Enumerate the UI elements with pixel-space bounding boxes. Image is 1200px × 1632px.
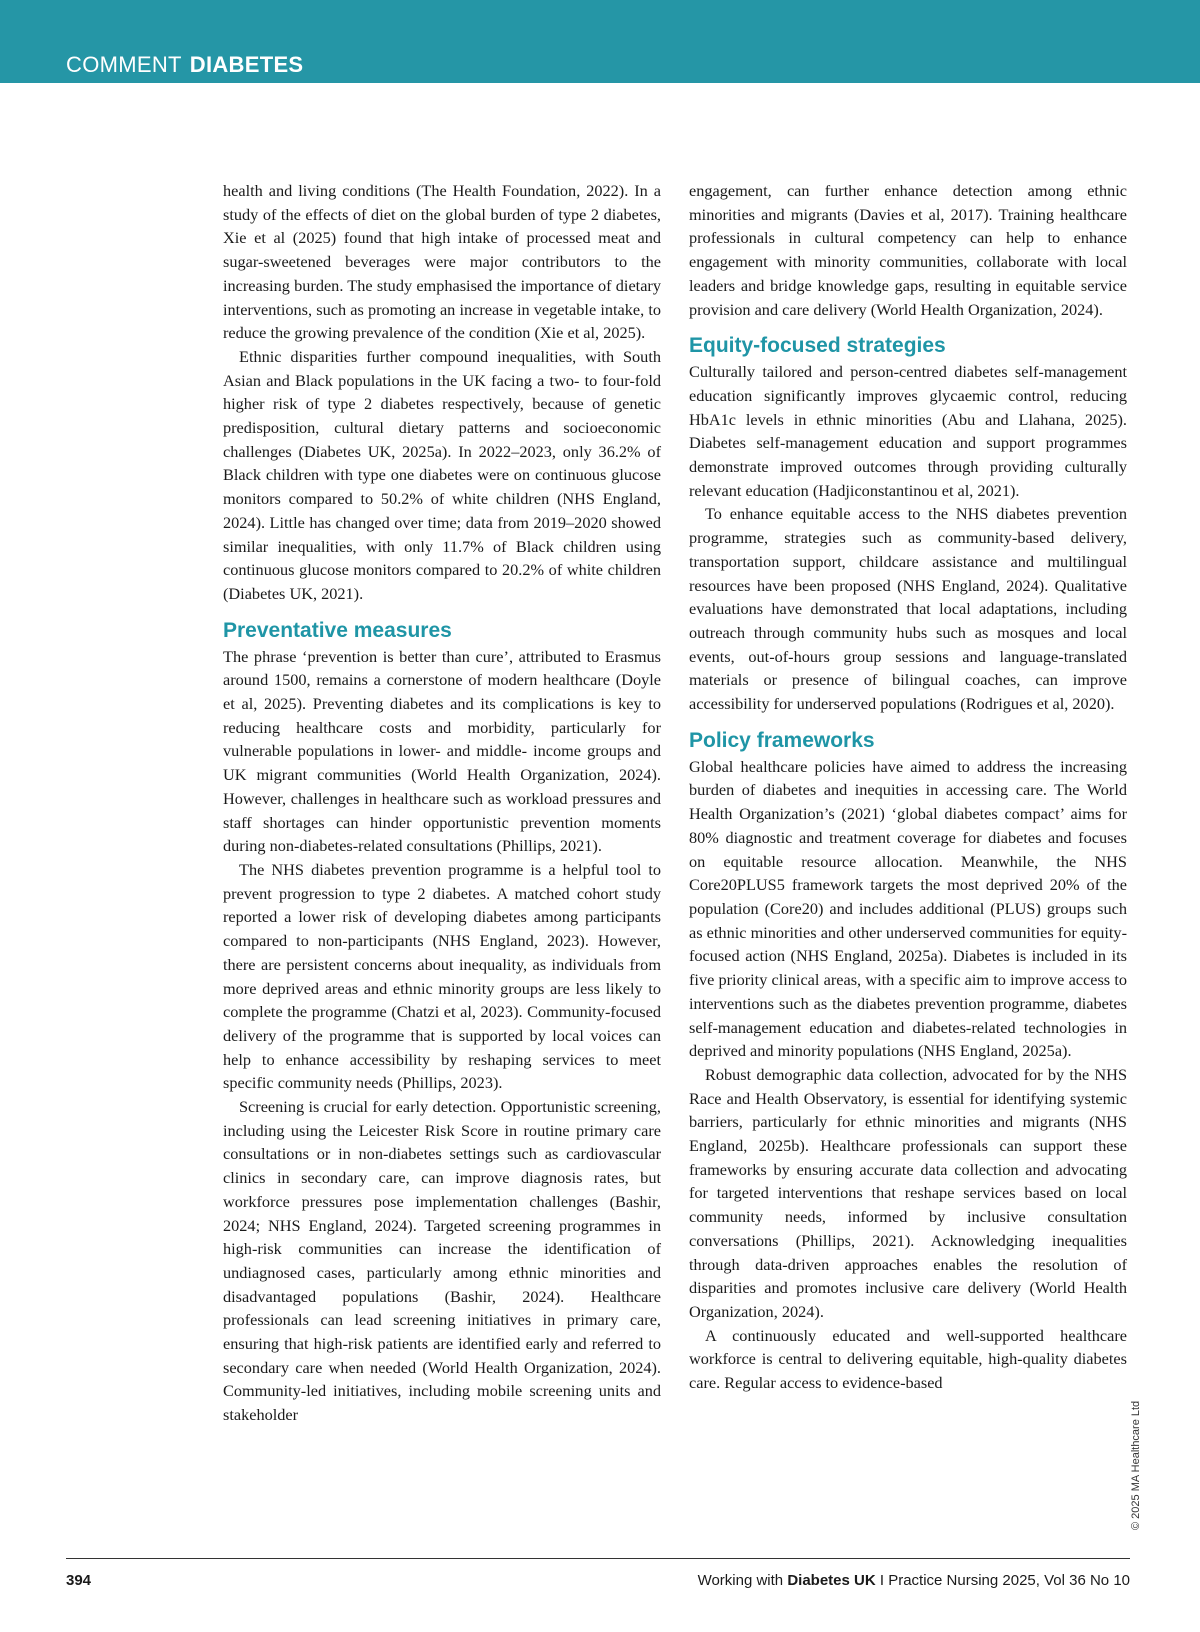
paragraph: Global healthcare policies have aimed to address the increasing burden of diabetes and inequities in accessing care. The World Health Organization’s (2021) ‘global diabetes compact’ aims for 80% diagnostic and treatment coverage for diabetes and focuses on equitable resource allocation. Meanwhile, the NHS Core20PLUS5 framework targets the most deprived 20% of the population (Core20) and includes additional (PLUS) groups such as ethnic minorities and other underserved communities for equity-focused action (NHS England, 2025a). Diabetes is included in its five priority clinical areas, with a specific aim to improve access to interventions such as the diabetes prevention programme, diabetes self-management education and diabetes-related technologies in deprived and minority populations (NHS England, 2025a). [689, 756, 1127, 1061]
journal-citation [698, 1572, 1130, 1589]
citation-journal: I Practice Nursing 2025, Vol 36 No 10 [875, 1572, 1130, 1589]
section-name: COMMENT [66, 52, 182, 77]
paragraph: Screening is crucial for early detection. Opportunistic screening, including using the Leicester Risk Score in routine primary care consultations or in non-diabetes settings such as cardiovascular clinics in secondary care, can improve diagnosis rates, but workforce pressures pose implementation challenges (Bashir, 2024; NHS England, 2024). Targeted screening programmes in high-risk communities can increase the identification of undiagnosed cases, particularly among ethnic minorities and disadvantaged populations (Bashir, 2024). Healthcare professionals can lead screening initiatives in primary care, ensuring that high-risk patients are identified early and referred to secondary care when needed (World Health Organization, 2024). Community-led initiatives, including mobile screening units and stakeholder [223, 1097, 661, 1425]
paragraph: A continuously educated and well-supported healthcare workforce is central to delivering equitable, high-quality diabetes care. Regular access to evidence-based [689, 1325, 1127, 1393]
paragraph: Ethnic disparities further compound inequalities, with South Asian and Black populations in the UK facing a two- to four-fold higher risk of type 2 diabetes respectively, because of genetic predisposition, cultural dietary patterns and socioeconomic challenges (Diabetes UK, 2025a). In 2022–2023, only 36.2% of Black children with type one diabetes were on continuous glucose monitors compared to 50.2% of white children (NHS England, 2024). Little has changed over time; data from 2019–2020 showed similar inequalities, with only 11.7% of Black children using continuous glucose monitors compared to 20.2% of white children (Diabetes UK, 2021). [223, 346, 661, 603]
section-label [66, 52, 303, 78]
copyright-notice: © 2025 MA Healthcare Ltd [1130, 1400, 1142, 1530]
citation-prefix: Working with [697, 1572, 788, 1589]
paragraph: engagement, can further enhance detection among ethnic minorities and migrants (Davies et al, 2017). Training healthcare professionals in cultural competency can help to enhance engagement with minority communities, collaborate with local leaders and bridge knowledge gaps, resulting in equitable service provision and care delivery (World Health Organization, 2024). [689, 181, 1127, 319]
left-column [223, 179, 661, 1427]
section-heading: Policy frameworks [689, 728, 875, 752]
paragraph: Robust demographic data collection, advocated for by the NHS Race and Health Observatory, is essential for identifying systemic barriers, particularly for ethnic minorities and migrants (NHS England, 2025b). Healthcare professionals can support these frameworks by ensuring accurate data collection and advocating for targeted interventions that reshape services based on local community needs, informed by inclusive consultation conversations (Phillips, 2021). Acknowledging inequalities through data-driven approaches enables the resolution of disparities and promotes inclusive care delivery (World Health Organization, 2024). [689, 1064, 1127, 1321]
citation-brand: Diabetes UK [787, 1572, 876, 1589]
footer-divider [66, 1558, 1130, 1559]
section-topic: DIABETES [189, 52, 304, 77]
section-heading: Preventative measures [223, 618, 452, 642]
header-banner [0, 0, 1200, 83]
paragraph: Culturally tailored and person-centred diabetes self-management education significantly improves glycaemic control, reducing HbA1c levels in ethnic minorities (Abu and Llahana, 2025). Diabetes self-management education and support programmes demonstrate improved outcomes through providing culturally relevant education (Hadjiconstantinou et al, 2021). [689, 362, 1127, 500]
paragraph: health and living conditions (The Health Foundation, 2022). In a study of the effects of diet on the global burden of type 2 diabetes, Xie et al (2025) found that high intake of processed meat and sugar-sweetened beverages were major contributors to the increasing burden. The study emphasised the importance of dietary interventions, such as promoting an increase in vegetable intake, to reduce the growing prevalence of the condition (Xie et al, 2025). [223, 181, 661, 343]
paragraph: The NHS diabetes prevention programme is a helpful tool to prevent progression to type 2 diabetes. A matched cohort study reported a lower risk of developing diabetes among participants compared to non-participants (NHS England, 2023). However, there are persistent concerns about inequality, as individuals from more deprived areas and ethnic minority groups are less likely to complete the programme (Chatzi et al, 2023). Community-focused delivery of the programme that is supported by local voices can help to enhance accessibility by reshaping services to meet specific community needs (Phillips, 2023). [223, 859, 661, 1093]
paragraph: To enhance equitable access to the NHS diabetes prevention programme, strategies such as community-based delivery, transportation support, childcare assistance and multilingual resources have been proposed (NHS England, 2024). Qualitative evaluations have demonstrated that local adaptations, including outreach through community hubs such as mosques and local events, out-of-hours group sessions and language-translated materials or presence of bilingual coaches, can improve accessibility for underserved populations (Rodrigues et al, 2020). [689, 504, 1127, 714]
page-number: 394 [66, 1572, 92, 1589]
paragraph: The phrase ‘prevention is better than cure’, attributed to Erasmus around 1500, remains a cornerstone of modern healthcare (Doyle et al, 2025). Preventing diabetes and its complications is key to reducing healthcare costs and morbidity, particularly for vulnerable populations in lower- and middle- income groups and UK migrant communities (World Health Organization, 2024). However, challenges in healthcare such as workload pressures and staff shortages can hinder opportunistic prevention moments during non-diabetes-related consultations (Phillips, 2021). [223, 646, 661, 856]
right-column [689, 179, 1127, 1395]
section-heading: Equity-focused strategies [689, 334, 946, 358]
